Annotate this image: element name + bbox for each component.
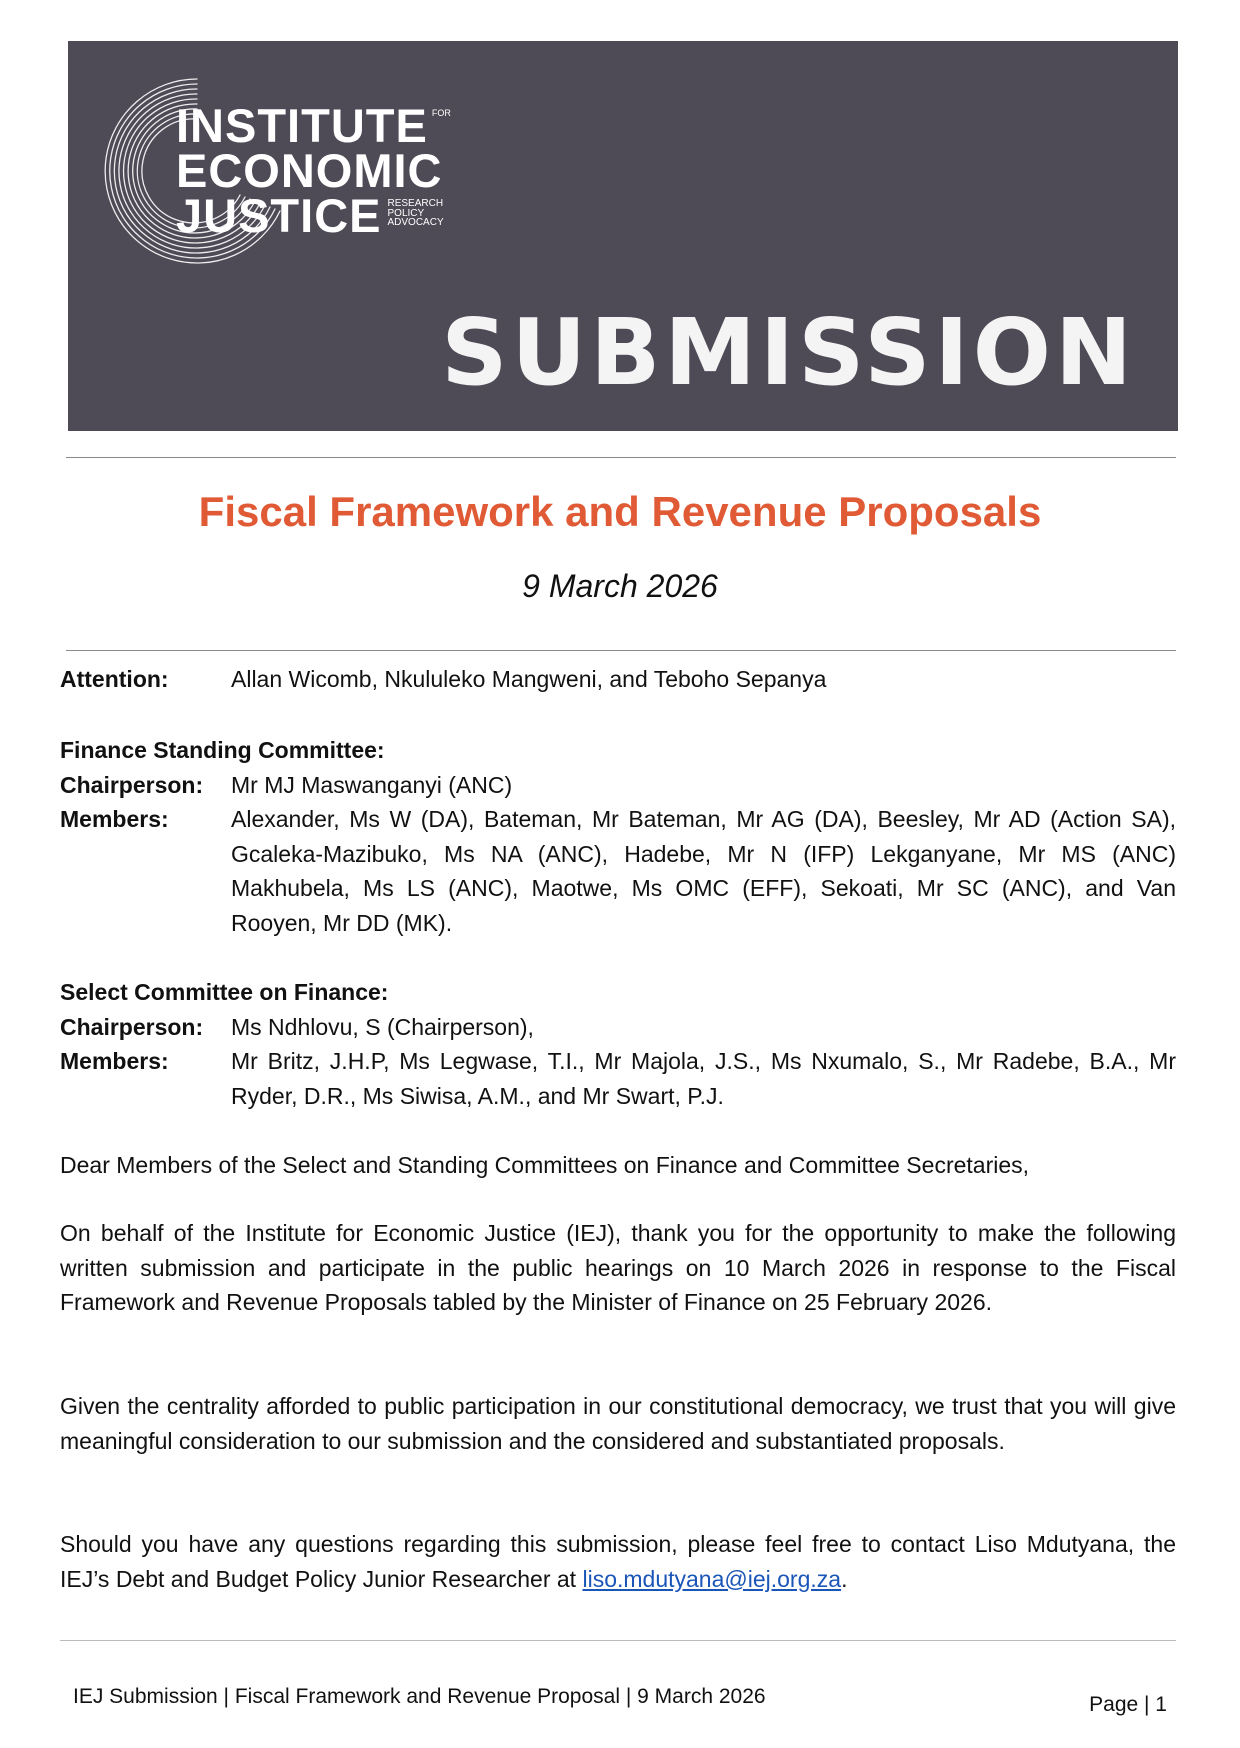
divider-top bbox=[66, 457, 1176, 458]
standing-chair-value: Mr MJ Maswanganyi (ANC) bbox=[231, 771, 513, 798]
salutation: Dear Members of the Select and Standing Committees on Finance and Committee Secretaries, bbox=[60, 1152, 1030, 1178]
select-chair-value: Ms Ndhlovu, S (Chairperson), bbox=[231, 1013, 534, 1040]
standing-committee bbox=[60, 733, 1176, 940]
logo-line-3: JUSTICE bbox=[176, 189, 382, 242]
select-members-value: Mr Britz, J.H.P, Ms Legwase, T.I., Mr Majola, J.S., Ms Nxumalo, S., Mr Radebe, B.A., Mr Ryder, D.R., Ms Siwisa, A.M., and Mr Swart, P.J. bbox=[231, 1048, 1176, 1109]
select-chair-label: Chairperson: bbox=[60, 1013, 204, 1040]
standing-committee-heading: Finance Standing Committee: bbox=[60, 737, 385, 763]
paragraph-3-text: Should you have any questions regarding this submission, please feel free to contact Liso Mdutyana, the IEJ’s Debt and Budget Policy Junior Researcher at bbox=[60, 1531, 1176, 1592]
contact-email-link[interactable]: liso.mdutyana@iej.org.za bbox=[582, 1565, 842, 1592]
document-date: 9 March 2026 bbox=[522, 568, 718, 604]
select-members-row bbox=[60, 1044, 1176, 1113]
standing-chair-row bbox=[60, 768, 1176, 803]
logo bbox=[176, 99, 451, 242]
footer-text: IEJ Submission | Fiscal Framework and Revenue Proposal | 9 March 2026 bbox=[73, 1685, 766, 1708]
logo-tagline: RESEARCH POLICY ADVOCACY bbox=[387, 198, 444, 228]
paragraph-2: Given the centrality afforded to public participation in our constitutional democracy, we trust that you will give meaningful consideration to our submission and the considered and substantiated proposals. bbox=[60, 1393, 1176, 1454]
paragraph-3-end: . bbox=[841, 1565, 848, 1592]
select-committee-heading: Select Committee on Finance: bbox=[60, 979, 389, 1005]
attention-value: Allan Wicomb, Nkululeko Mangweni, and Teboho Sepanya bbox=[231, 666, 827, 692]
select-committee bbox=[60, 975, 1176, 1113]
select-members-label: Members: bbox=[60, 1048, 169, 1074]
divider-mid bbox=[66, 650, 1176, 651]
footer-divider bbox=[60, 1640, 1176, 1641]
standing-members-label: Members: bbox=[60, 806, 169, 832]
logo-line-1: INSTITUTE bbox=[176, 99, 428, 152]
logo-for: FOR bbox=[431, 108, 451, 118]
attention-label: Attention: bbox=[60, 666, 169, 692]
paragraph-1: On behalf of the Institute for Economic Justice (IEJ), thank you for the opportunity to make the following written submission and participate in the public hearings on 10 March 2026 in response to the Fiscal Framework and Revenue Proposals tabled by the Minister of Finance on 25 February 2026. bbox=[60, 1220, 1176, 1315]
logo-line-2: ECONOMIC bbox=[176, 144, 443, 197]
standing-chair-label: Chairperson: bbox=[60, 771, 204, 798]
standing-members-value: Alexander, Ms W (DA), Bateman, Mr Bateman, Mr AG (DA), Beesley, Mr AD (Action SA), Gcaleka-Mazibuko, Ms NA (ANC), Hadebe, Mr N (IFP) Lekganyane, Mr MS (ANC) Makhubela, Ms LS (ANC), Maotwe, Ms OMC (EFF), Sekoati, Mr SC (ANC), and Van Rooyen, Mr DD (MK). bbox=[231, 806, 1176, 936]
attention-row bbox=[60, 662, 1176, 697]
page-number: Page | 1 bbox=[1089, 1693, 1167, 1716]
paragraph-3 bbox=[60, 1527, 1176, 1596]
addressees bbox=[60, 662, 1176, 697]
header-banner bbox=[68, 41, 1178, 431]
submission-heading: SUBMISSION bbox=[441, 299, 1136, 406]
standing-members-row bbox=[60, 802, 1176, 940]
select-chair-row bbox=[60, 1010, 1176, 1045]
document-title: Fiscal Framework and Revenue Proposals bbox=[198, 488, 1042, 535]
